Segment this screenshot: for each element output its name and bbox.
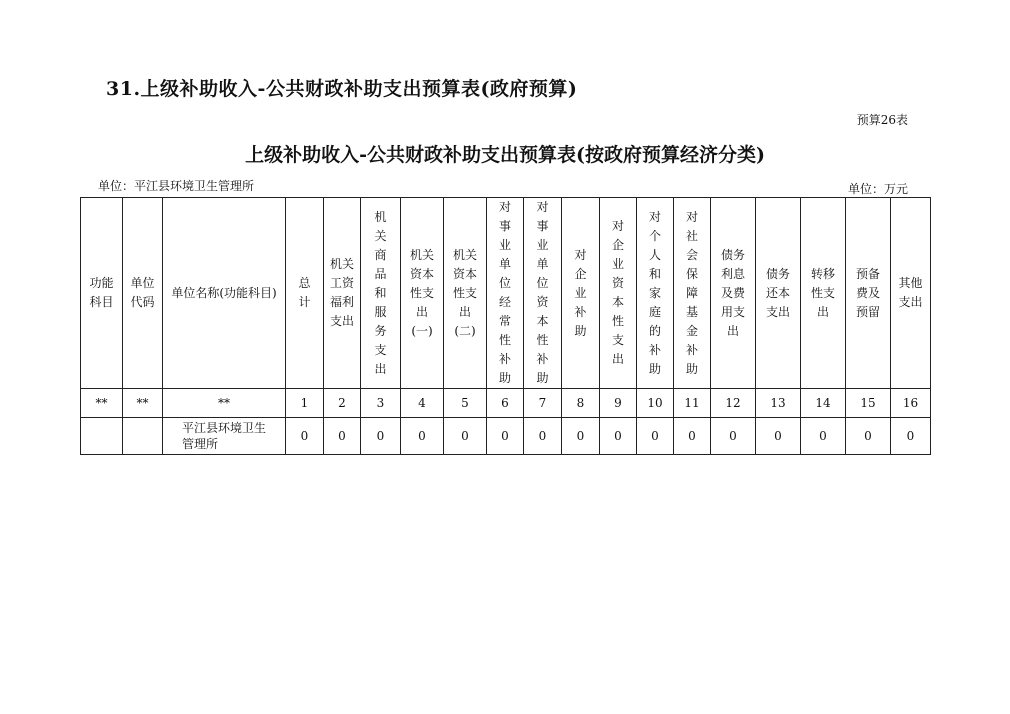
table-cell: 0 xyxy=(562,418,600,455)
table-cell: 2 xyxy=(324,389,361,418)
header-cell: 债务利息及费用支出 xyxy=(711,198,756,389)
table-cell: 15 xyxy=(846,389,891,418)
table-cell: 5 xyxy=(444,389,487,418)
table-title: 上级补助收入-公共财政补助支出预算表(按政府预算经济分类) xyxy=(245,144,765,166)
table-cell: 4 xyxy=(401,389,444,418)
table-cell: 0 xyxy=(600,418,637,455)
table-cell: 0 xyxy=(756,418,801,455)
table-cell: 0 xyxy=(711,418,756,455)
table-cell: 11 xyxy=(674,389,711,418)
header-cell: 机关资本性支出(一) xyxy=(401,198,444,389)
table-cell: ** xyxy=(123,389,163,418)
table-cell: 0 xyxy=(324,418,361,455)
table-cell: 0 xyxy=(674,418,711,455)
table-cell: 12 xyxy=(711,389,756,418)
header-cell: 机关资本性支出(二) xyxy=(444,198,487,389)
table-cell: 0 xyxy=(801,418,846,455)
header-cell: 机关工资福利支出 xyxy=(324,198,361,389)
header-cell: 对企业资本性支出 xyxy=(600,198,637,389)
table-cell: 7 xyxy=(524,389,562,418)
table-cell xyxy=(163,418,286,455)
header-cell: 对社会保障基金补助 xyxy=(674,198,711,389)
header-row xyxy=(81,198,931,389)
table-cell: 0 xyxy=(637,418,674,455)
table-cell: 14 xyxy=(801,389,846,418)
table-cell: 6 xyxy=(487,389,524,418)
header-cell: 单位代码 xyxy=(123,198,163,389)
table-cell: 13 xyxy=(756,389,801,418)
table-cell: ** xyxy=(81,389,123,418)
column-number-row xyxy=(81,389,931,418)
table-cell: 10 xyxy=(637,389,674,418)
table-cell: 0 xyxy=(846,418,891,455)
header-cell: 对企业补助 xyxy=(562,198,600,389)
table-cell: 0 xyxy=(524,418,562,455)
table-cell: 0 xyxy=(891,418,931,455)
table-cell: 0 xyxy=(487,418,524,455)
table-row xyxy=(81,418,931,455)
table-cell: 16 xyxy=(891,389,931,418)
header-cell: 机关商品和服务支出 xyxy=(361,198,401,389)
table-cell: ** xyxy=(163,389,286,418)
table-cell: 0 xyxy=(401,418,444,455)
table-cell: 0 xyxy=(286,418,324,455)
table-cell: 9 xyxy=(600,389,637,418)
header-cell: 对事业单位资本性补助 xyxy=(524,198,562,389)
header-cell: 对个人和家庭的补助 xyxy=(637,198,674,389)
header-cell: 功能科目 xyxy=(81,198,123,389)
table-number: 预算26表 xyxy=(856,113,908,127)
unit-name: 平江县环境卫生管理所 xyxy=(182,421,267,451)
table-cell: 1 xyxy=(286,389,324,418)
header-cell: 转移性支出 xyxy=(801,198,846,389)
budget-table xyxy=(80,197,931,455)
unit-organization: 单位：平江县环境卫生管理所 xyxy=(98,179,255,193)
table-cell: 0 xyxy=(361,418,401,455)
header-cell: 预备费及预留 xyxy=(846,198,891,389)
header-cell: 其他支出 xyxy=(891,198,931,389)
table-cell xyxy=(81,418,123,455)
table-cell: 8 xyxy=(562,389,600,418)
header-cell: 对事业单位经常性补助 xyxy=(487,198,524,389)
page-heading: 31.上级补助收入-公共财政补助支出预算表(政府预算) xyxy=(106,78,578,100)
table-cell xyxy=(123,418,163,455)
header-cell: 总计 xyxy=(286,198,324,389)
table-cell: 0 xyxy=(444,418,487,455)
unit-currency: 单位：万元 xyxy=(847,182,908,196)
table-cell: 3 xyxy=(361,389,401,418)
header-cell: 单位名称(功能科目) xyxy=(163,198,286,389)
header-cell: 债务还本支出 xyxy=(756,198,801,389)
